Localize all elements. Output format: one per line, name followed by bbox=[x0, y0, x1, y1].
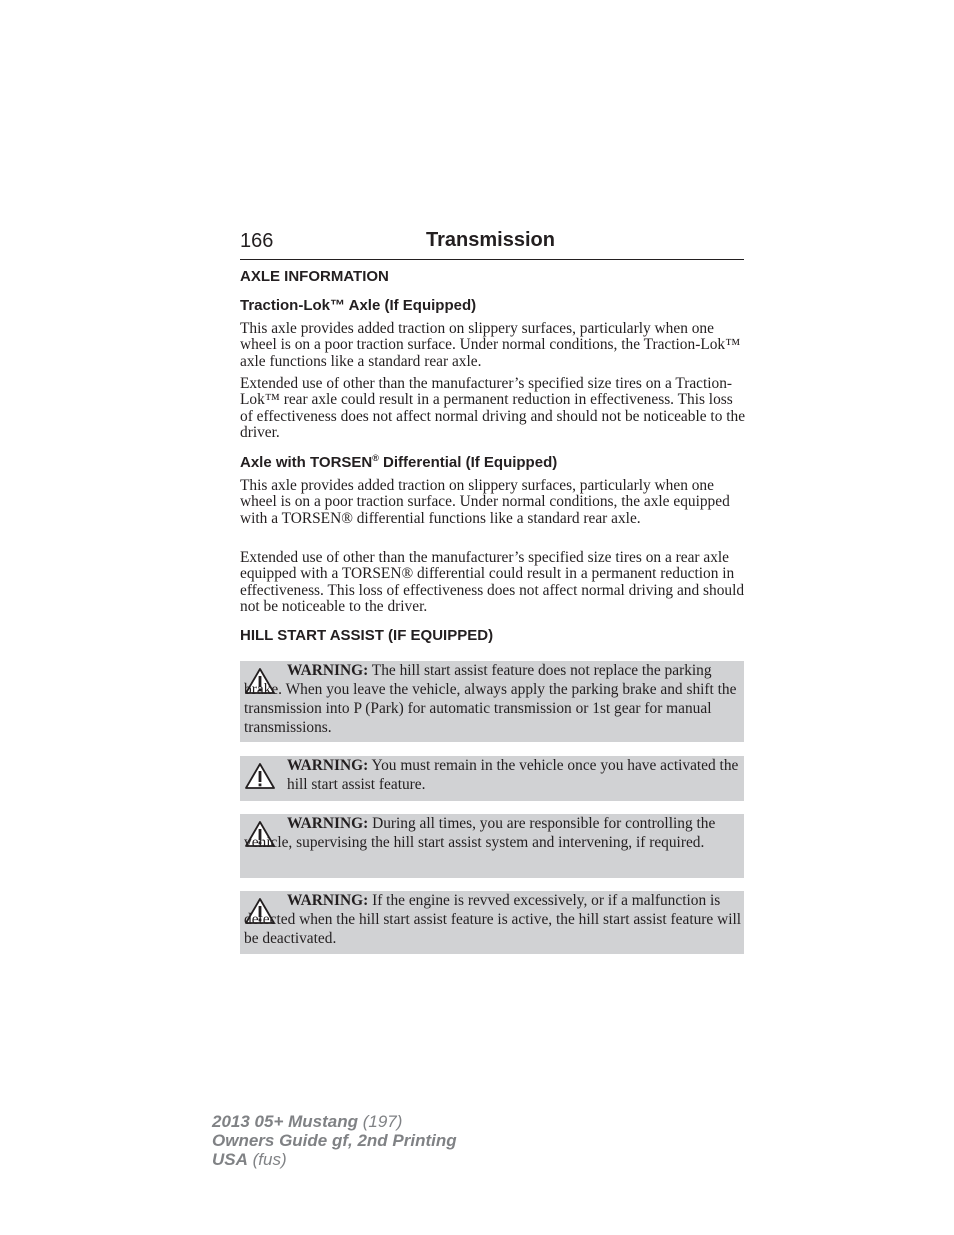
footer-line-2 bbox=[212, 1131, 457, 1150]
footer-model-code: (197) bbox=[358, 1112, 403, 1131]
paragraph-torsen-2: Extended use of other than the manufacturer’s specified size tires on a rear axle equipped with a TORSEN® differential could result in a permanent reduction in effectiveness. This loss of effectiveness does not affect normal driving and should not be noticeable to the driver. bbox=[240, 549, 745, 615]
section-heading-hill-start-assist: HILL START ASSIST (IF EQUIPPED) bbox=[240, 627, 494, 644]
footer-line-3 bbox=[212, 1150, 457, 1169]
warning-text bbox=[244, 891, 742, 948]
warning-box bbox=[240, 661, 744, 742]
page-footer bbox=[212, 1112, 457, 1169]
warning-text bbox=[244, 661, 742, 737]
footer-market-code: (fus) bbox=[247, 1150, 287, 1169]
warning-box bbox=[240, 756, 744, 801]
warning-label: WARNING: bbox=[287, 892, 369, 909]
paragraph-tractionlok-2: Extended use of other than the manufacturer’s specified size tires on a Traction-Lok™ rear axle could result in a permanent reduction in effectiveness. This loss of effectiveness does not affect normal driving and should not be noticeable to the driver. bbox=[240, 375, 746, 441]
footer-guide: Owners Guide gf, 2nd Printing bbox=[212, 1131, 457, 1150]
warning-message: If the engine is revved excessively, or if a malfunction is detected when the hill start assist feature is active, the hill start assist feature will be deactivated. bbox=[244, 892, 742, 947]
warning-message: The hill start assist feature does not replace the parking brake. When you leave the vehicle, always apply the parking brake and shift the transmission into P (Park) for automatic transmission or 1st gear for manual transmissions. bbox=[244, 662, 737, 736]
paragraph-tractionlok-1: This axle provides added traction on slippery surfaces, particularly when one wheel is on a poor traction surface. Under normal conditions, the Traction-Lok™ axle functions like a standard rear axle. bbox=[240, 320, 741, 370]
footer-market: USA bbox=[212, 1150, 248, 1169]
registered-mark: ® bbox=[372, 453, 379, 463]
page-title: Transmission bbox=[426, 229, 555, 251]
page-header bbox=[240, 228, 744, 260]
warning-message: You must remain in the vehicle once you have activated the hill start assist feature. bbox=[287, 757, 739, 793]
warning-label: WARNING: bbox=[287, 815, 369, 832]
footer-model: 2013 05+ Mustang bbox=[212, 1112, 358, 1131]
warning-triangle-icon bbox=[244, 762, 276, 790]
warning-label: WARNING: bbox=[287, 662, 369, 679]
section-heading-axle-information: AXLE INFORMATION bbox=[240, 268, 389, 285]
page-number: 166 bbox=[240, 230, 274, 252]
paragraph-torsen-1: This axle provides added traction on slippery surfaces, particularly when one wheel is on a poor traction surface. Under normal conditions, the axle equipped with a TORSEN® differential functions like a standard rear axle. bbox=[240, 477, 730, 527]
warning-label: WARNING: bbox=[287, 757, 369, 774]
subheading-tractionlok: Traction-Lok™ Axle (If Equipped) bbox=[240, 297, 477, 314]
torsen-heading-part-2: Differential (If Equipped) bbox=[378, 454, 558, 471]
footer-line-1 bbox=[212, 1112, 457, 1131]
torsen-heading-part-1: Axle with TORSEN bbox=[240, 454, 373, 471]
warning-text bbox=[244, 814, 742, 852]
warning-box bbox=[240, 814, 744, 878]
warning-message: During all times, you are responsible for controlling the vehicle, supervising the hill start assist system and intervening, if required. bbox=[244, 815, 716, 851]
warning-text bbox=[287, 756, 742, 794]
subheading-torsen bbox=[240, 454, 557, 471]
warning-box bbox=[240, 891, 744, 954]
